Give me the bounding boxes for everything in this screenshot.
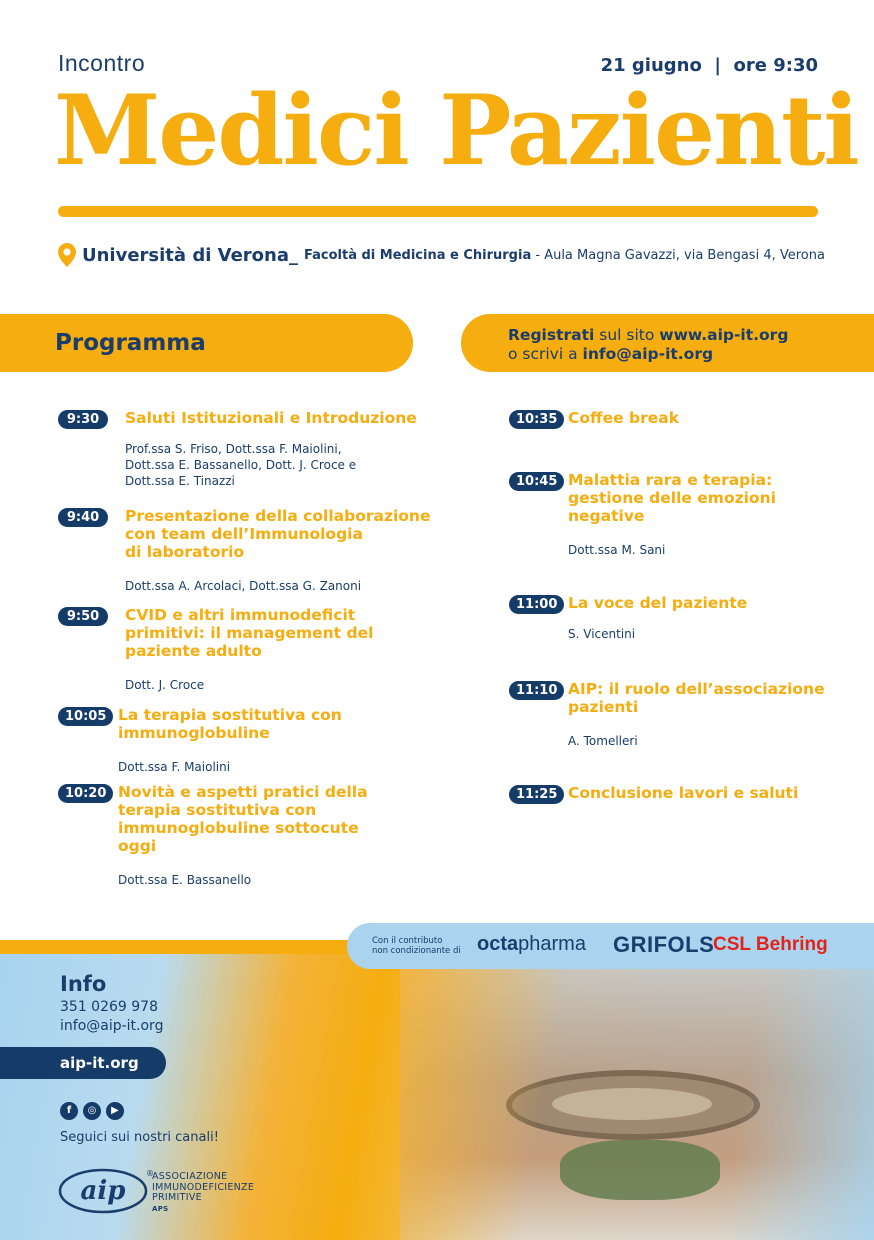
registration-bar — [461, 314, 874, 372]
schedule-speaker-line: Dott.ssa A. Arcolaci, Dott.ssa G. Zanoni — [125, 579, 362, 593]
sponsor-intro-line-1: Con il contributo — [372, 936, 443, 946]
schedule-time-badge: 10:20 — [58, 784, 113, 803]
register-or-text: o scrivi a — [508, 345, 583, 363]
schedule-speaker-line: Dott.ssa E. Bassanello — [118, 873, 252, 887]
event-kicker: Incontro — [58, 50, 146, 76]
follow-us-text: Seguici sui nostri canali! — [60, 1130, 219, 1145]
schedule-title-line: Saluti Istituzionali e Introduzione — [125, 409, 417, 427]
association-line-1: ASSOCIAZIONE — [152, 1171, 228, 1182]
event-time: ore 9:30 — [733, 55, 818, 76]
schedule-title-line: di laboratorio — [125, 543, 245, 561]
schedule-speaker-line: S. Vicentini — [568, 627, 636, 641]
register-text: sul sito — [594, 326, 660, 344]
photo-color-overlay — [400, 968, 874, 1240]
schedule-title-line: La voce del paziente — [568, 594, 748, 612]
schedule-speaker-line: A. Tomelleri — [568, 734, 638, 748]
schedule-time-badge: 11:00 — [509, 595, 564, 614]
title-divider — [58, 206, 818, 217]
schedule-title-line: Malattia rara e terapia: — [568, 471, 773, 489]
aip-logo-letters: aip — [80, 1176, 126, 1206]
venue — [58, 243, 825, 267]
schedule-title-line: primitivi: il management del — [125, 624, 374, 642]
facebook-icon[interactable]: f — [60, 1102, 78, 1120]
octapharma-logo-rest: pharma — [518, 933, 586, 955]
registration-line-1 — [508, 326, 788, 344]
schedule-title-line: pazienti — [568, 698, 639, 716]
schedule-speaker-line: Dott.ssa M. Sani — [568, 543, 666, 557]
event-date-time — [601, 55, 818, 76]
schedule-title-line: terapia sostitutiva con — [118, 801, 317, 819]
event-title: Medici Pazienti — [54, 74, 858, 187]
register-label: Registrati — [508, 326, 595, 344]
schedule-title-line: paziente adulto — [125, 642, 262, 660]
schedule-speaker-line: Dott. J. Croce — [125, 678, 205, 692]
schedule-time-badge: 11:25 — [509, 785, 564, 804]
schedule-title-line: immunoglobuline — [118, 724, 270, 742]
program-heading-bar — [0, 314, 413, 372]
schedule-title-line: gestione delle emozioni — [568, 489, 776, 507]
association-line-2: IMMUNODEFICIENZE — [152, 1181, 255, 1193]
grifols-logo: GRIFOLS — [613, 932, 715, 957]
csl-behring-logo: CSL Behring — [713, 934, 828, 955]
schedule-speaker-line: Prof.ssa S. Friso, Dott.ssa F. Maiolini, — [125, 442, 342, 456]
sponsor-bar — [347, 923, 874, 969]
schedule-title-line: oggi — [118, 837, 157, 855]
venue-faculty: Facoltà di Medicina e Chirurgia — [304, 247, 532, 263]
association-line-4: APS — [152, 1204, 169, 1213]
schedule-speaker-line: Dott.ssa E. Tinazzi — [125, 474, 235, 488]
youtube-icon[interactable]: ▶ — [106, 1102, 124, 1120]
svg-text:®: ® — [146, 1169, 154, 1178]
schedule-title-line: con team dell’Immunologia — [125, 525, 363, 543]
schedule-time-badge: 11:10 — [509, 681, 564, 700]
program-heading: Programma — [55, 330, 206, 356]
association-line-3: PRIMITIVE — [152, 1192, 202, 1203]
aip-logo — [58, 1168, 154, 1214]
register-email-link[interactable]: info@aip-it.org — [582, 345, 714, 363]
association-name — [152, 1172, 254, 1214]
schedule-time-badge: 9:50 — [58, 607, 108, 626]
schedule-title-line: AIP: il ruolo dell’associazione — [568, 680, 825, 698]
event-date: 21 giugno — [600, 55, 702, 76]
date-separator: | — [714, 55, 721, 76]
register-site-link[interactable]: www.aip-it.org — [659, 326, 789, 344]
schedule-title-line: Presentazione della collaborazione — [125, 507, 431, 525]
info-heading: Info — [60, 972, 107, 996]
octapharma-logo — [477, 933, 586, 956]
info-email[interactable]: info@aip-it.org — [60, 1018, 164, 1034]
venue-address: - Aula Magna Gavazzi, via Bengasi 4, Verona — [531, 247, 825, 263]
schedule-time-badge: 9:40 — [58, 508, 108, 527]
info-phone[interactable]: 351 0269 978 — [60, 999, 158, 1015]
schedule-time-badge: 10:35 — [509, 410, 564, 429]
schedule-time-badge: 10:05 — [58, 707, 113, 726]
sponsor-intro — [372, 936, 461, 956]
website-link[interactable]: aip-it.org — [60, 1054, 139, 1072]
registration-line-2 — [508, 345, 713, 363]
schedule-time-badge: 10:45 — [509, 472, 564, 491]
schedule-speaker-line: Dott.ssa F. Maiolini — [118, 760, 231, 774]
schedule-title-line: negative — [568, 507, 645, 525]
schedule-title-line: Coffee break — [568, 409, 680, 427]
schedule-title-line: La terapia sostitutiva con — [118, 706, 342, 724]
social-icons — [60, 1102, 124, 1120]
schedule-title-line: CVID e altri immunodeficit — [125, 606, 356, 624]
schedule-time-badge: 9:30 — [58, 410, 108, 429]
sponsor-intro-line-2: non condizionante di — [372, 946, 461, 956]
schedule-title-line: Conclusione lavori e saluti — [568, 784, 799, 802]
location-pin-icon — [58, 243, 76, 267]
venue-university: Università di Verona_ — [82, 244, 298, 266]
schedule-title-line: Novità e aspetti pratici della — [118, 783, 368, 801]
venue-details — [304, 248, 825, 263]
website-pill[interactable] — [0, 1047, 166, 1079]
octapharma-logo-bold: octa — [477, 933, 519, 955]
schedule-title-line: immunoglobuline sottocute — [118, 819, 359, 837]
schedule-speaker-line: Dott.ssa E. Bassanello, Dott. J. Croce e — [125, 458, 357, 472]
instagram-icon[interactable]: ◎ — [83, 1102, 101, 1120]
